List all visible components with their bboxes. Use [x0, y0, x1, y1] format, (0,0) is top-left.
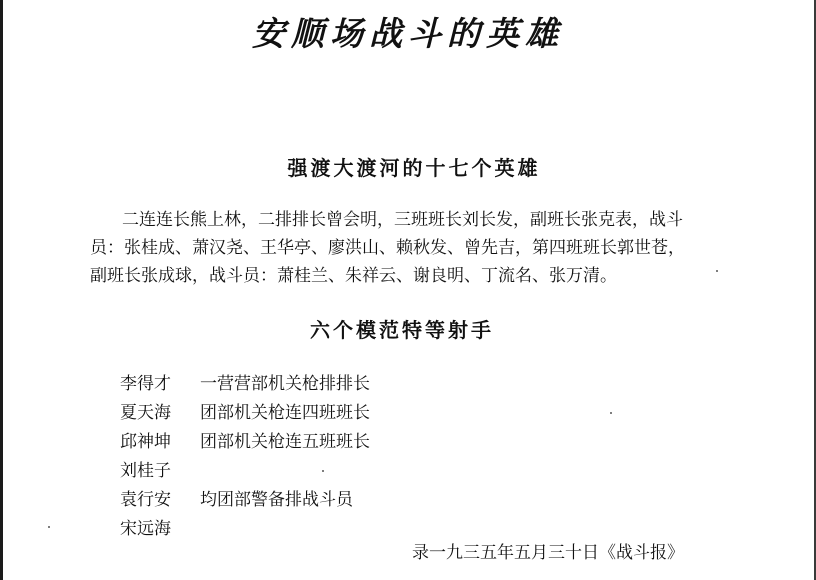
roster-role: 团部机关枪连五班班长 [200, 432, 370, 452]
roster-row [120, 403, 370, 432]
section-heading-seventeen-heroes: 强渡大渡河的十七个英雄 [287, 156, 541, 180]
roster-name: 袁行安 [120, 490, 171, 510]
roster-name: 夏天海 [120, 403, 171, 423]
roster-row [120, 490, 370, 519]
roster-role: 团部机关枪连四班班长 [200, 403, 370, 423]
roster-name: 刘桂子 [120, 461, 171, 481]
scan-speck [610, 412, 612, 414]
marksmen-roster [120, 374, 370, 548]
roster-name: 宋远海 [120, 519, 171, 539]
scan-speck [48, 526, 50, 528]
scan-speck [716, 270, 718, 272]
scan-left-edge [0, 0, 3, 580]
roster-row [120, 461, 370, 490]
roster-row [120, 374, 370, 403]
roster-row [120, 432, 370, 461]
roster-role: 一营营部机关枪排排长 [200, 374, 370, 394]
roster-row [120, 519, 370, 548]
paragraph-line: 副班长张成球，战斗员：萧桂兰、朱祥云、谢良明、丁流名、张万清。 [90, 266, 617, 286]
page-title: 安顺场战斗的英雄 [252, 14, 564, 53]
paragraph-line: 员：张桂成、萧汉尧、王华亭、廖洪山、赖秋发、曾先吉，第四班班长郭世苍， [90, 238, 685, 258]
roster-name: 邱神坤 [120, 432, 171, 452]
roster-name: 李得才 [120, 374, 171, 394]
roster-role: 均团部警备排战斗员 [200, 490, 353, 510]
section-heading-marksmen: 六个模范特等射手 [310, 318, 494, 342]
source-citation: 录一九三五年五月三十日《战斗报》 [412, 543, 684, 563]
paragraph-line: 二连连长熊上林，二排排长曾会明，三班班长刘长发，副班长张克表，战斗 [122, 210, 683, 230]
